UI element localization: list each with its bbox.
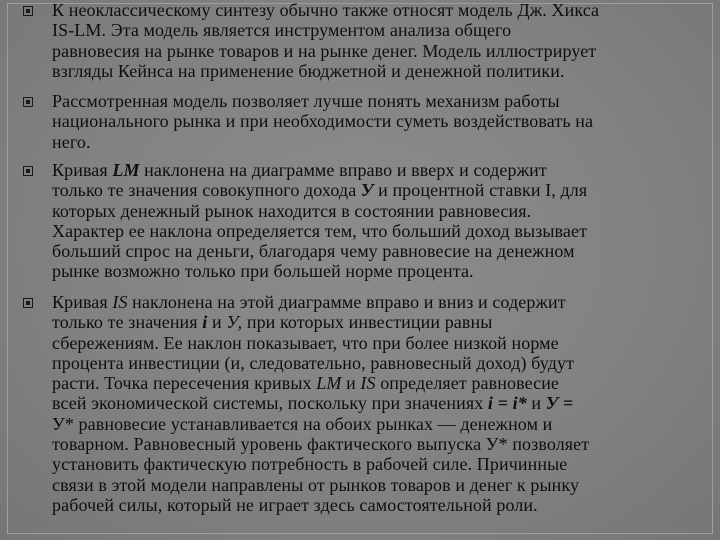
- text-line: Рассмотренная модель позволяет лучше понять механизм работы: [52, 91, 560, 111]
- square-bullet-icon: [23, 298, 33, 308]
- text-line: установить фактическую потребность в рабочей силе. Причинные: [52, 454, 568, 475]
- square-bullet-icon: [23, 97, 33, 107]
- text-line: только те значения i и У, при которых инвестиции равны: [52, 312, 493, 333]
- text-line: Характер ее наклона определяется тем, что больший доход вызывает: [52, 220, 588, 241]
- text-line: Кривая LM наклонена на диаграмме вправо и вверх и содержит: [52, 160, 547, 180]
- text-line: IS-LM. Эта модель является инструментом анализа общего: [52, 20, 512, 41]
- text-line: равновесия на рынке товаров и на рынке денег. Модель иллюстрирует: [52, 40, 597, 61]
- bullet-item-2: [0, 91, 601, 152]
- text-line: которых денежный рынок находится в состоянии равновесия.: [52, 200, 532, 221]
- square-bullet-icon: [23, 166, 33, 176]
- bullet-item-3: [0, 160, 595, 282]
- text-line: процента инвестиции (и, следовательно, равновесный доход) будут: [52, 352, 575, 373]
- text-line: Кривая IS наклонена на этой диаграмме вправо и вниз и содержит: [52, 292, 566, 312]
- text-line: сбережениям. Ее наклон показывает, что при более низкой норме: [52, 332, 559, 353]
- text-line: связи в этой модели направлены от рынков товаров и денег к рынку: [52, 474, 580, 495]
- square-bullet-icon: [23, 6, 33, 16]
- text-line: него.: [52, 131, 91, 152]
- text-line: К неоклассическому синтезу обычно также относят модель Дж. Хикса: [52, 0, 600, 20]
- text-line: товарном. Равновесный уровень фактического выпуска У* позволяет: [52, 434, 590, 455]
- bullet-item-4: [0, 292, 597, 515]
- text-line: национального рынка и при необходимости суметь воздействовать на: [52, 111, 594, 132]
- text-line: рабочей силы, который не играет здесь самостоятельной роли.: [52, 494, 538, 515]
- text-line: всей экономической системы, поскольку при значениях i = i* и У =: [52, 393, 574, 414]
- text-line: только те значения совокупного дохода У и процентной ставки I, для: [52, 180, 588, 201]
- text-line: У* равновесие устанавливается на обоих рынках — денежном и: [52, 413, 553, 434]
- bullet-item-1: [0, 0, 607, 81]
- text-line: рынке возможно только при большей норме процента.: [52, 261, 474, 282]
- text-line: расти. Точка пересечения кривых LM и IS определяет равновесие: [52, 373, 560, 394]
- text-line: больший спрос на деньги, благодаря чему равновесие на денежном: [52, 241, 575, 262]
- text-line: взгляды Кейнса на применение бюджетной и денежной политики.: [52, 60, 565, 81]
